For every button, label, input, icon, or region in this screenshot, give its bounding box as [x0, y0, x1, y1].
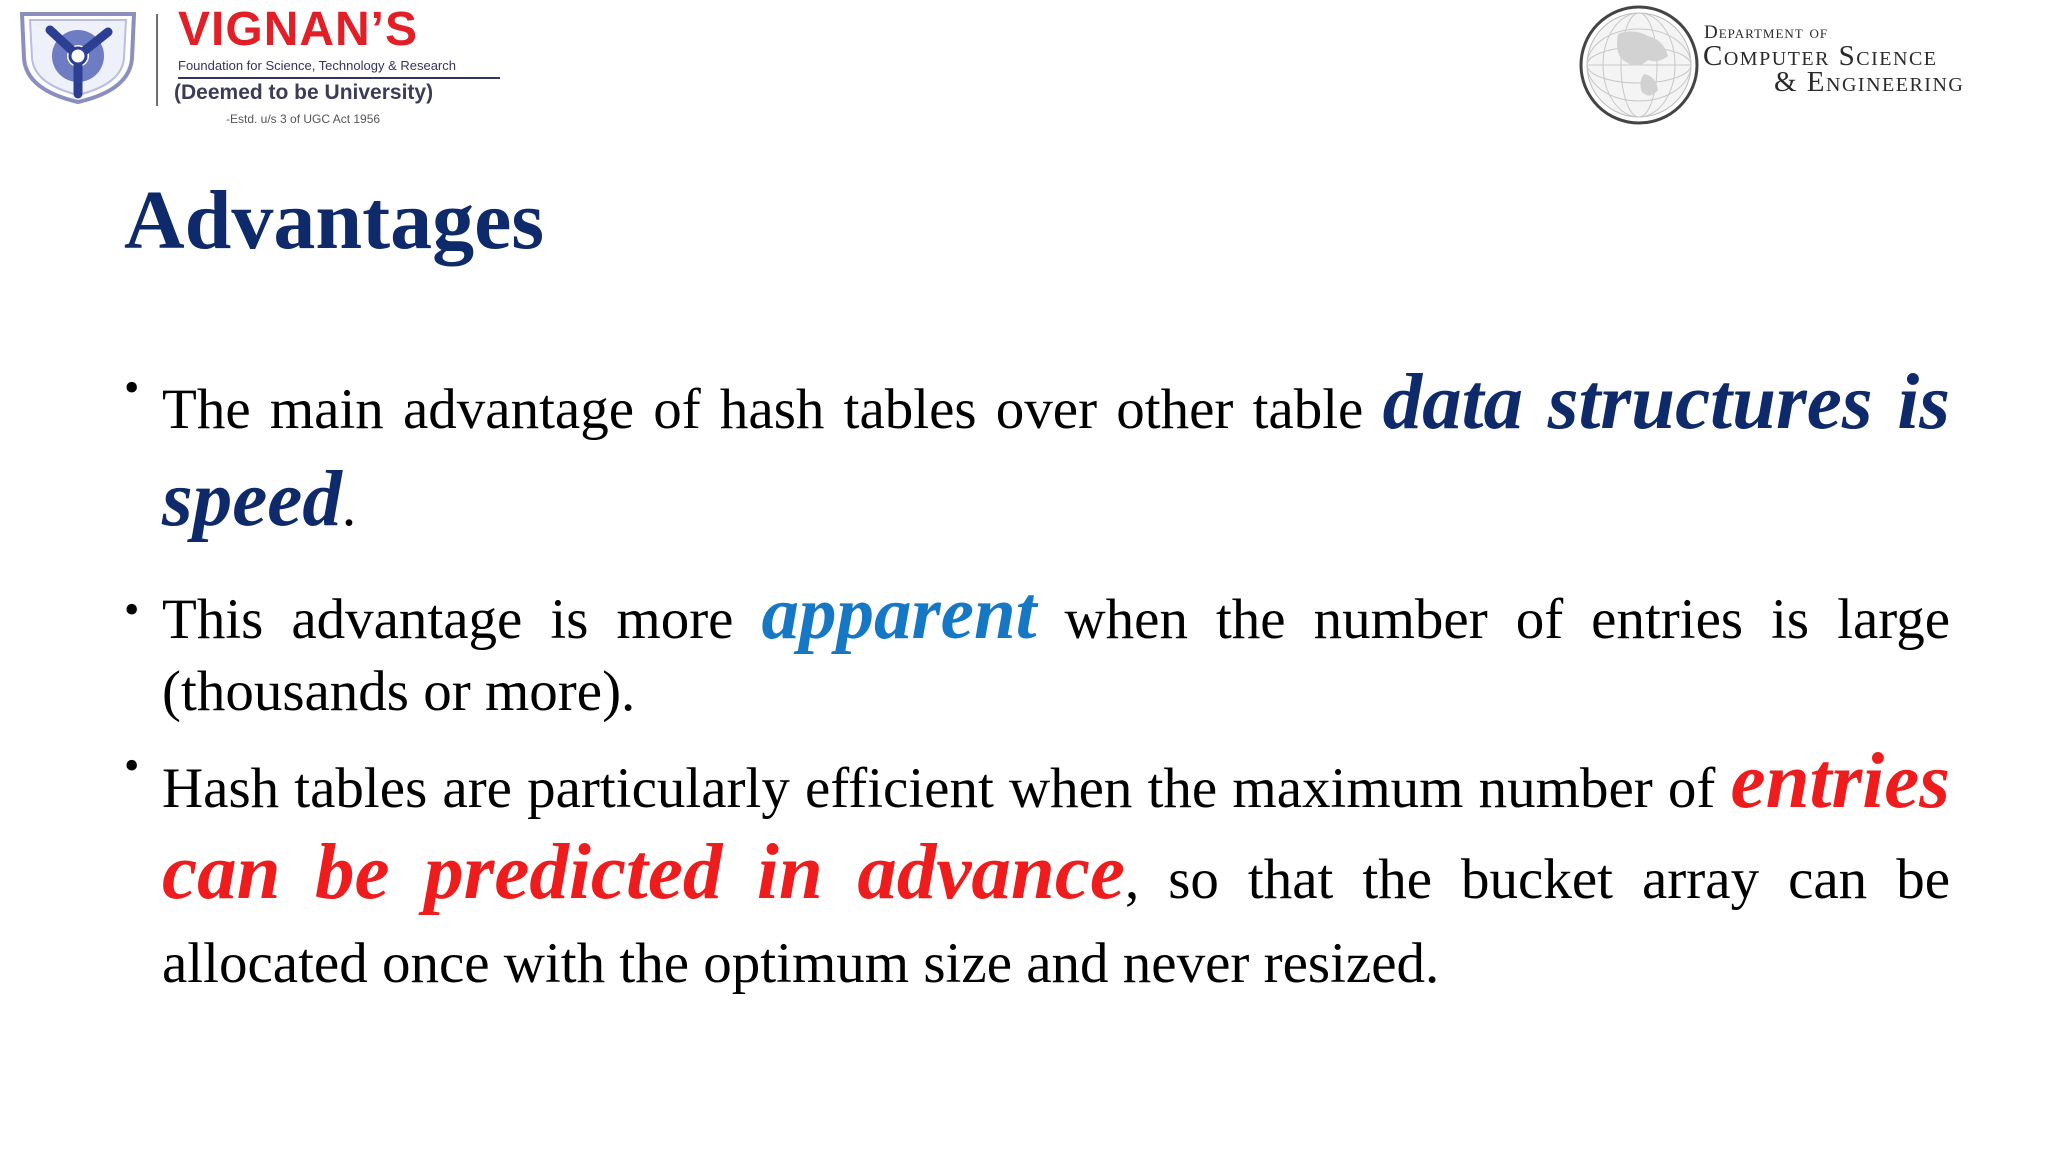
slide-title: Advantages: [124, 174, 545, 267]
bullet-item: [124, 358, 1950, 552]
bullet-icon: •: [124, 741, 140, 790]
university-estd: -Estd. u/s 3 of UGC Act 1956: [226, 112, 381, 126]
department-name-line2: & Engineering: [1774, 66, 1965, 98]
bullet-icon: •: [124, 585, 140, 634]
bullet-icon: •: [124, 363, 140, 412]
bullet-list: [124, 358, 1950, 1006]
globe-icon: [1578, 4, 1700, 126]
vignan-logo: [16, 3, 496, 126]
bullet-text-end: when the number of entries is large (thousands or more).: [162, 588, 1950, 723]
university-name: VIGNAN’S: [178, 3, 419, 56]
bullet-item: [124, 572, 1950, 728]
bullet-highlight: apparent: [761, 572, 1037, 655]
department-logo: [1578, 0, 2048, 130]
bullet-highlight: entries can be predicted in advance: [162, 738, 1950, 916]
logo-divider: [156, 14, 158, 106]
bullet-text-end: , so that the bucket array can be allocated once with the optimum size and never resized.: [162, 848, 1950, 995]
bullet-text-end: .: [341, 475, 357, 538]
university-foundation: Foundation for Science, Technology & Research: [178, 58, 456, 73]
department-of-label: Department of: [1704, 22, 1829, 43]
department-name-line1: Computer Science: [1703, 40, 1938, 72]
logo-rule: [178, 77, 500, 79]
bullet-text: The main advantage of hash tables over other table: [162, 378, 1383, 441]
bullet-text: This advantage is more: [162, 588, 762, 651]
vignan-emblem-icon: [16, 8, 140, 104]
university-deemed: (Deemed to be University): [174, 81, 434, 104]
bullet-item: [124, 740, 1950, 1006]
bullet-text: Hash tables are particularly efficient when the maximum number of: [162, 757, 1731, 820]
bullet-highlight: data structures is speed: [162, 359, 1951, 543]
